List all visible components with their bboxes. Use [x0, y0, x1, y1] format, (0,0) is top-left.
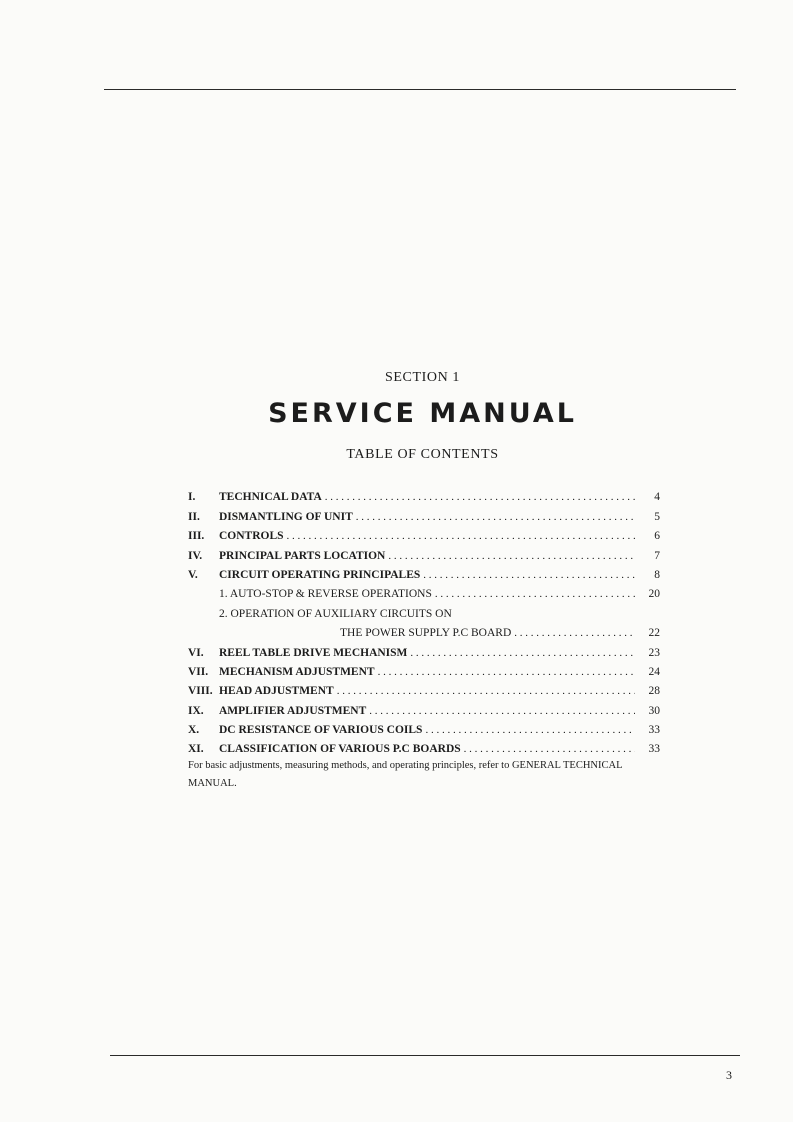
toc-entry-number: VII.: [188, 665, 209, 678]
toc-entry-page: 30: [648, 704, 660, 717]
toc-entry-number: III.: [188, 530, 205, 543]
toc-entry-label: THE POWER SUPPLY P.C BOARD: [340, 627, 512, 640]
toc-entry-label: MECHANISM ADJUSTMENT: [219, 665, 375, 678]
section-label: SECTION 1: [384, 370, 460, 385]
toc-entry-number: IX.: [188, 704, 204, 717]
toc-leader-dots: [356, 511, 635, 523]
toc-entry-label: PRINCIPAL PARTS LOCATION: [219, 549, 386, 562]
toc-leader-dots: [464, 743, 635, 755]
toc-entry: [188, 503, 660, 522]
toc-entry-page: 33: [648, 724, 660, 737]
toc-entry-label: DISMANTLING OF UNIT: [219, 510, 353, 523]
toc-entry: [188, 562, 660, 581]
reference-note: For basic adjustments, measuring methods, and operating principles, refer to GENERAL TECHNICAL MANUAL.: [188, 760, 623, 789]
toc-entry-label: REEL TABLE DRIVE MECHANISM: [219, 646, 408, 659]
toc-entry-number: V.: [188, 568, 198, 581]
toc-entry: [188, 678, 660, 697]
toc-entry-label: CLASSIFICATION OF VARIOUS P.C BOARDS: [219, 743, 461, 756]
toc-entry: [188, 659, 660, 678]
toc-leader-dots: [425, 724, 635, 736]
toc-leader-dots: [514, 627, 635, 639]
toc-entry-number: XI.: [188, 743, 204, 756]
toc-entry-label: CIRCUIT OPERATING PRINCIPALES: [219, 568, 421, 581]
toc-leader-dots: [435, 588, 635, 600]
toc-leader-dots: [287, 530, 635, 542]
toc-entry: [188, 600, 660, 619]
toc-entry-page: 4: [654, 491, 660, 504]
toc-entry-number: II.: [188, 510, 200, 523]
toc-entry-page: 22: [648, 627, 660, 640]
top-rule: [104, 89, 736, 90]
toc-leader-dots: [325, 491, 635, 503]
toc-entry-label: 2. OPERATION OF AUXILIARY CIRCUITS ON: [219, 607, 452, 620]
toc-leader-dots: [410, 647, 635, 659]
toc-entry-page: 23: [648, 646, 660, 659]
toc-entry: [188, 542, 660, 561]
toc-entry-page: 28: [648, 685, 660, 698]
toc-entry: [188, 620, 660, 639]
toc-entry-page: 6: [654, 530, 660, 543]
toc-entry: [188, 581, 660, 600]
toc-entry: [188, 736, 660, 755]
toc-entry-page: 33: [648, 743, 660, 756]
toc-entry-label: CONTROLS: [219, 530, 284, 543]
toc-entry-page: 7: [654, 549, 660, 562]
toc-leader-dots: [337, 685, 635, 697]
toc-entry: [188, 717, 660, 736]
toc-entry-number: X.: [188, 724, 200, 737]
toc-entry-number: IV.: [188, 549, 203, 562]
toc-entry-number: I.: [188, 491, 196, 504]
toc-leader-dots: [369, 705, 635, 717]
bottom-rule: [110, 1055, 740, 1056]
toc-entry: [188, 484, 660, 503]
toc-entry-page: 20: [648, 588, 660, 601]
page-title: SERVICE MANUAL: [268, 398, 577, 429]
toc-leader-dots: [423, 569, 635, 581]
toc-entry: [188, 523, 660, 542]
toc-entry: [188, 697, 660, 716]
toc-entry-label: TECHNICAL DATA: [219, 491, 322, 504]
toc-entry-number: VIII.: [188, 685, 213, 698]
toc-entry-page: 5: [654, 510, 660, 523]
toc-entry-label: 1. AUTO-STOP & REVERSE OPERATIONS: [219, 588, 432, 601]
toc-entry-label: AMPLIFIER ADJUSTMENT: [219, 704, 367, 717]
toc-entry-label: HEAD ADJUSTMENT: [219, 685, 334, 698]
table-of-contents: [188, 484, 660, 755]
page-number: 3: [726, 1068, 732, 1082]
toc-leader-dots: [378, 666, 635, 678]
toc-entry-page: 8: [654, 568, 660, 581]
toc-heading: TABLE OF CONTENTS: [346, 447, 499, 462]
toc-entry-page: 24: [648, 665, 660, 678]
toc-entry: [188, 639, 660, 658]
toc-entry-label: DC RESISTANCE OF VARIOUS COILS: [219, 724, 423, 737]
toc-entry-number: VI.: [188, 646, 204, 659]
toc-leader-dots: [388, 550, 635, 562]
